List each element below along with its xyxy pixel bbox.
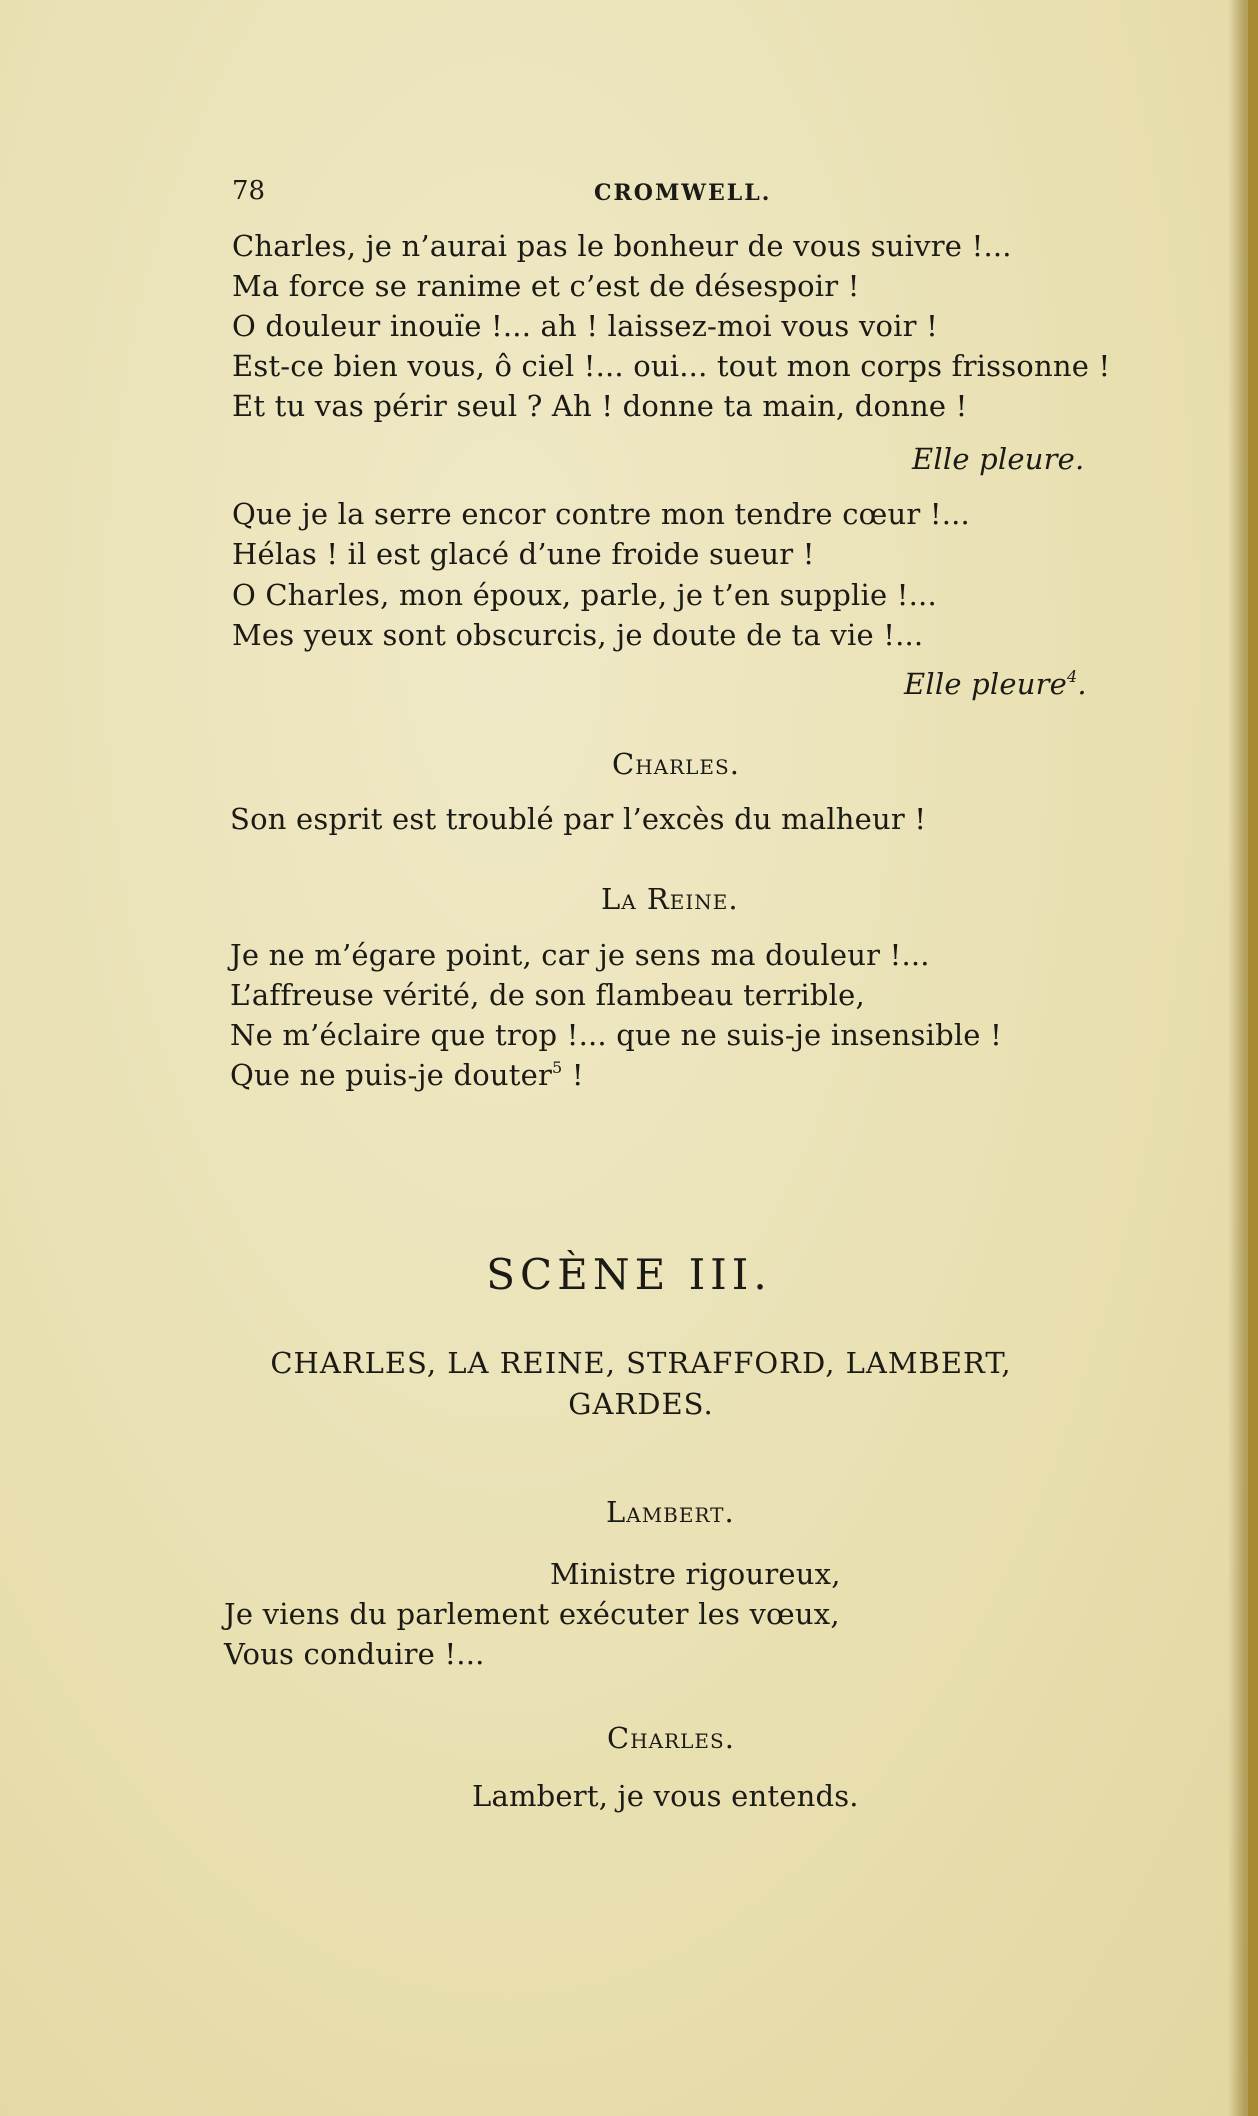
speaker-name: Charles.: [607, 1721, 735, 1755]
stage-direction-text: Elle pleure: [904, 667, 1068, 701]
stage-direction-end: .: [1077, 667, 1087, 701]
verse-line: Charles, je n’aurai pas le bonheur de vous suivre !...: [232, 229, 1012, 263]
cast-list-line: CHARLES, LA REINE, STRAFFORD, LAMBERT,: [270, 1346, 1012, 1380]
verse-line: Je viens du parlement exécuter les vœux,: [224, 1597, 840, 1631]
verse-line: Que je la serre encor contre mon tendre cœur !...: [232, 497, 970, 531]
cast-list-line: GARDES.: [568, 1387, 714, 1421]
verse-end: !: [562, 1058, 584, 1092]
verse-text: Que ne puis-je douter: [230, 1058, 553, 1092]
footnote-ref: 4: [1067, 667, 1078, 686]
verse-line: Et tu vas périr seul ? Ah ! donne ta main, donne !: [232, 389, 968, 423]
stage-direction: [904, 666, 1087, 702]
verse-line: L’affreuse vérité, de son flambeau terrible,: [230, 978, 865, 1012]
verse-line: Ma force se ranime et c’est de désespoir !: [232, 269, 860, 303]
page-number: 78: [232, 176, 266, 206]
footnote-ref: 5: [552, 1058, 563, 1077]
verse-line: Ne m’éclaire que trop !... que ne suis-je insensible !: [230, 1018, 1002, 1052]
speaker-name: La Reine.: [601, 882, 739, 916]
stage-direction: Elle pleure.: [912, 442, 1085, 476]
verse-line: Je ne m’égare point, car je sens ma douleur !...: [230, 938, 930, 972]
verse-line: Mes yeux sont obscurcis, je doute de ta vie !...: [232, 618, 924, 652]
verse-line: O douleur inouïe !... ah ! laissez-moi vous voir !: [232, 309, 938, 343]
verse-line: [230, 1057, 584, 1093]
speaker-name: Lambert.: [606, 1495, 735, 1529]
speaker-name: Charles.: [612, 747, 740, 781]
verse-line: Est-ce bien vous, ô ciel !... oui... tout mon corps frissonne !: [232, 349, 1111, 383]
verse-line: Vous conduire !...: [224, 1637, 485, 1671]
verse-line: Son esprit est troublé par l’excès du malheur !: [230, 802, 927, 836]
running-title: CROMWELL.: [594, 180, 772, 206]
verse-line: Hélas ! il est glacé d’une froide sueur !: [232, 537, 815, 571]
scene-title: SCÈNE III.: [486, 1250, 772, 1299]
verse-line: O Charles, mon époux, parle, je t’en supplie !...: [232, 578, 937, 612]
page-edge: [1248, 0, 1258, 2116]
verse-line: Ministre rigoureux,: [550, 1557, 841, 1591]
verse-line: Lambert, je vous entends.: [472, 1779, 859, 1813]
